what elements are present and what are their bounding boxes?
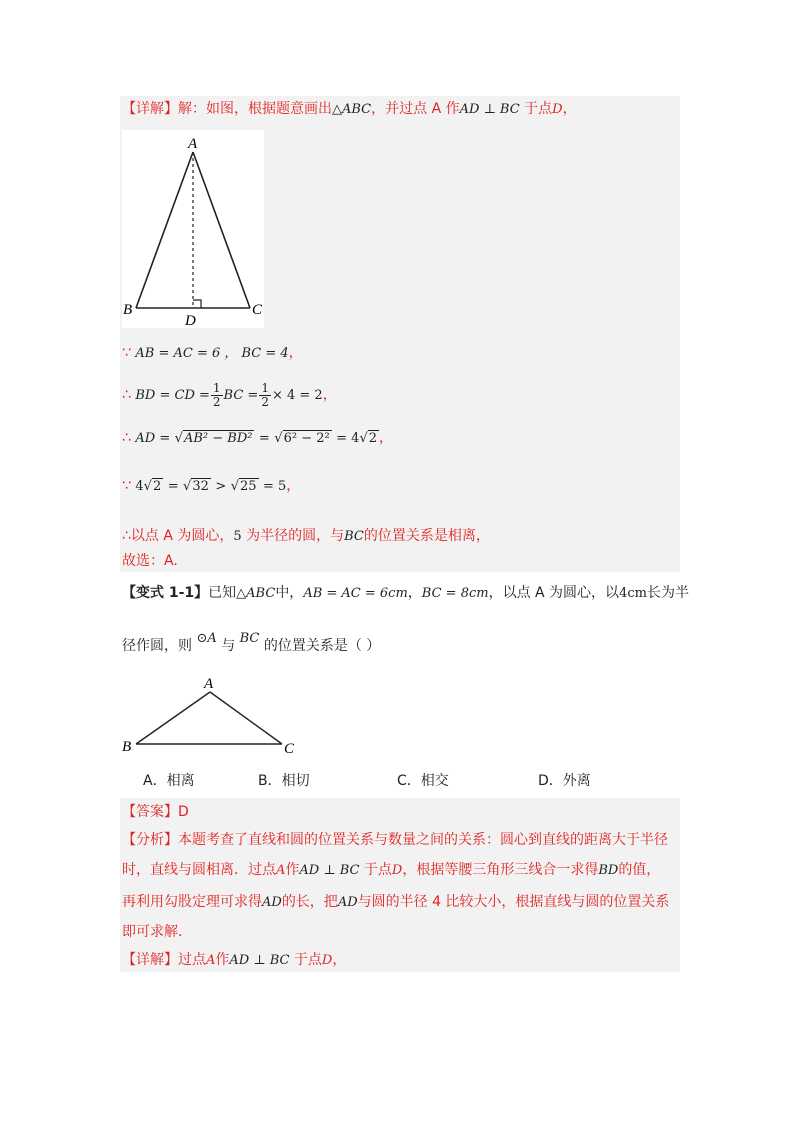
option-c[interactable]: C．相交 [397, 773, 449, 789]
because-line-2: ∵ 4√2 = √32 > √25 = 5， [122, 478, 301, 494]
variant-triangle-svg [116, 674, 306, 756]
because-line-1: ∵ AB = AC = 6 ， BC = 4， [122, 345, 303, 361]
analysis-line-1: 【分析】本题考查了直线和圆的位置关系与数量之间的关系：圆心到直线的距离大于半径 [122, 832, 668, 848]
label-b: B [122, 739, 132, 755]
therefore-line-1: ∴ BD = CD = $\frac{1}{2}$ BC = $\frac{1}{2}$ × 4 = 2， [122, 380, 337, 409]
solution-intro-line: 【详解】解：如图，根据题意画出△ABC，并过点 A 作AD ⊥ BC 于点D， [122, 101, 577, 117]
label-a: A [204, 676, 214, 692]
option-d[interactable]: D．外离 [538, 773, 591, 789]
side-ab [136, 152, 193, 308]
side-ac [193, 152, 250, 308]
right-angle-mark [193, 300, 201, 308]
triangle-figure-svg [122, 130, 264, 328]
side-ac [210, 692, 282, 744]
answer-shade [120, 798, 680, 972]
variant-question-line-1: 【变式 1-1】已知△ABC中，AB = AC = 6cm，BC = 8cm，以点 A 为圆心，以4cm长为半 [122, 585, 689, 601]
fraction-half: $\frac{1}{2}$ [212, 380, 221, 409]
side-ab [136, 692, 210, 744]
label-c: C [252, 302, 263, 318]
conclusion-line: ∴以点 A 为圆心，5 为半径的圆，与BC的位置关系是相离， [122, 528, 490, 544]
option-a[interactable]: A．相离 [143, 773, 195, 789]
detail-line: 【详解】过点A作AD ⊥ BC 于点D， [122, 952, 347, 968]
therefore-line-2: ∴ AD = √AB² − BD² = √6² − 2² = 4√2 ， [122, 430, 394, 446]
answer-line: 【答案】D [122, 804, 189, 820]
option-b[interactable]: B．相切 [258, 773, 310, 789]
label-a: A [188, 136, 198, 152]
variant-question-line-2: 径作圆，则 ⊙A 与 BC 的位置关系是（ ） [122, 631, 381, 654]
analysis-line-2: 时，直线与圆相离．过点A作AD ⊥ BC 于点D，根据等腰三角形三线合一求得BD的值， [122, 862, 661, 878]
analysis-line-4: 即可求解． [122, 924, 192, 940]
variant-label: 【变式 1-1】 [122, 585, 209, 601]
detail-header: 【详解】 [122, 101, 178, 117]
fraction-half-2: $\frac{1}{2}$ [261, 380, 269, 409]
answer-choice-line: 故选：A. [122, 553, 178, 569]
label-c: C [284, 741, 295, 756]
answer-value: D [178, 804, 189, 820]
figure-obtuse-triangle-abc [116, 674, 306, 756]
analysis-line-3: 再利用勾股定理可求得AD的长，把AD与圆的半径 4 比较大小，根据直线与圆的位置关系 [122, 894, 670, 910]
label-b: B [123, 302, 133, 318]
figure-triangle-abc-with-altitude [122, 130, 264, 328]
label-d: D [185, 313, 196, 328]
